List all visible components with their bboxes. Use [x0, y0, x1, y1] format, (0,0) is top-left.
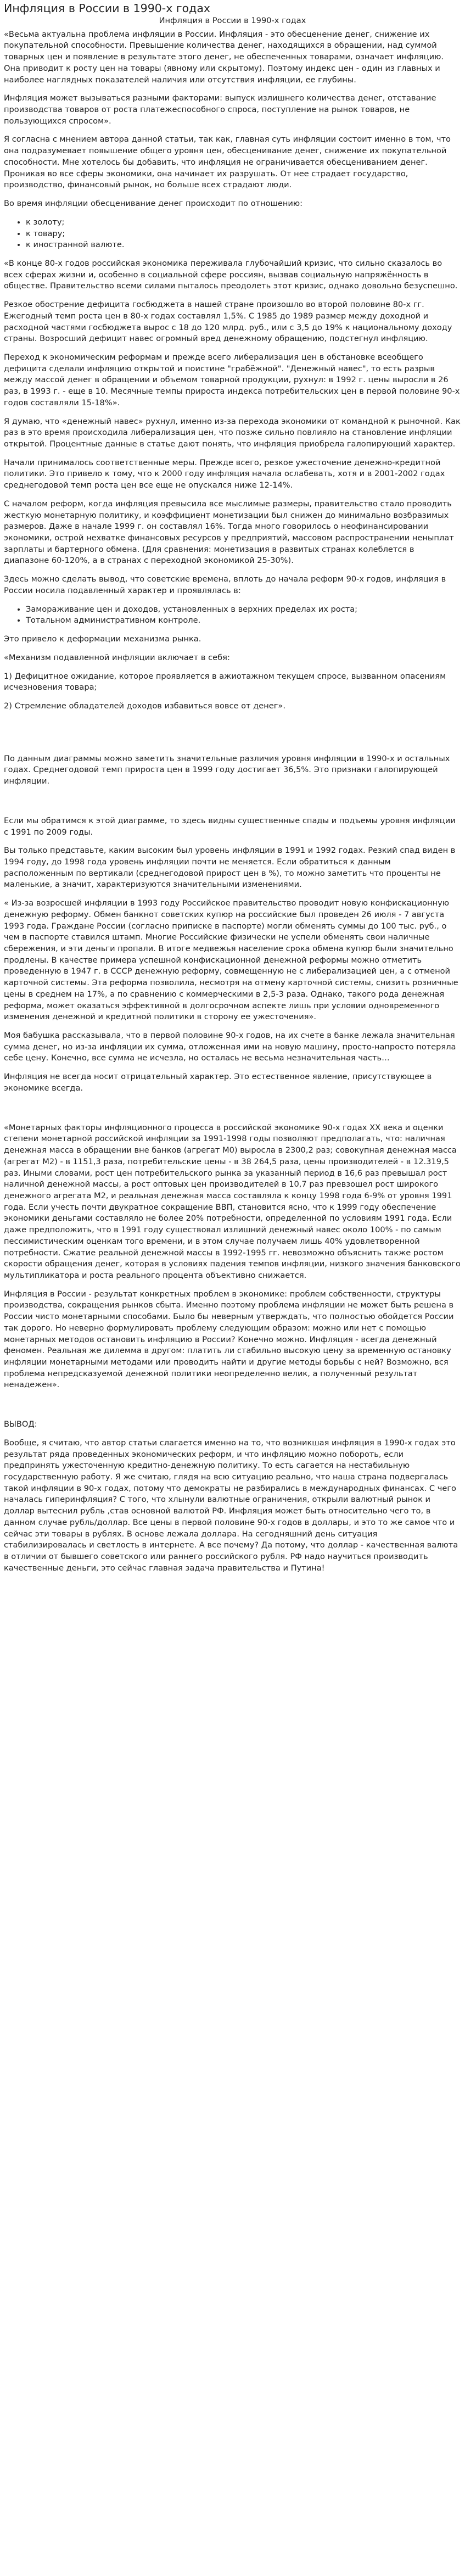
paragraph: «Весьма актуальна проблема инфляции в России. Инфляция - это обесценение денег, снижение их покупательной способности. Превышение количества денег, находящихся в обращении, над суммой товарных цен и появление в результате этого денег, не обеспеченных товарами, означает инфляцию. Она приводит к росту цен на товары (явному или скрытому). Поэтому индекс цен - один из главных и наиболее наглядных показателей наличия или отсутствия инфляции, ее глубины. [4, 29, 444, 85]
list-item: • Тотальном административном контроле. [26, 615, 461, 627]
list-item: • к товару; [26, 228, 461, 240]
bullet-list [4, 217, 461, 251]
paragraph: Вы только представьте, каким высоким был уровень инфляции в 1991 и 1992 годах. Резкий спад виден в 1994 году, до 1998 года уровень инфляции почти не меняется. Если обратиться к данным расположенным по вертикали (среднегодовой прирост цен в %), то можно заметить что проценты не маленькие, а значит, характеризуются значительными изменениями. [4, 846, 456, 890]
paragraph: Моя бабушка рассказывала, что в первой половине 90-х годов, на их счете в банке лежала значительная сумма денег, но из-за инфляции их сумма, отложенная ими на новую машину, просто-напросто потеряла себе цену. Конечно, все сумма не исчезла, но осталась не весьма незначительная часть… [4, 1031, 456, 1063]
paragraph: « Из-за возросшей инфляции в 1993 году Российское правительство проводит новую конфискационную денежную реформу. Обмен банкнот советских купюр на российские был проведен 26 июля - 7 августа 1993 года. Граждане России (согласно приписке в паспорте) могли обменять суммы до 100 тыс. руб., о чем в паспорте ставился штамп. Многие Российские физически не успели обменять свои наличные сбережения, и эти деньги пропали. В итоге медвежья население срока обмена купюр были значительно продлены. В качестве примера успешной конфискационной денежной реформы можно отметить проведенную в 1947 г. в СССР денежную реформу, совмещенную не с либерализацией цен, а с отменой карточной системы. Эта реформа позволила, несмотря на отмену карточной системы, снизить розничные цены в среднем на 17%, а по сравнению с коммерческими в 2,5-3 раза. Однако, такого рода денежная реформа, может оказаться эффективной в долгосрочном аспекте лишь при условии одновременного изменения денежной и кредитной политики в сторону ее ужесточения». [4, 898, 458, 1022]
missing-diagram-space [4, 719, 461, 753]
paragraph: 1) Дефицитное ожидание, которое проявляется в ажиотажном текущем спросе, вызванном опасениям исчезновения товара; [4, 671, 446, 692]
page-title: Инфляция в России в 1990-х годах [4, 2, 211, 15]
paragraph: Инфляция не всегда носит отрицательный характер. Это естественное явление, присутствующее в экономике всегда. [4, 1072, 432, 1093]
paragraph: С началом реформ, когда инфляция превысила все мыслимые размеры, правительство стало проводить жесткую монетарную политику, и коэффициент монетизации был снижен до минимально возбразимых размеров. Даже в начале 1999 г. он составлял 16%. Тогда много говорилось о неофинансировании экономики, острой нехватке финансовых ресурсов у предприятий, массовом распространении неныплат зарплаты и бартерного обмена. (Для сравнения: монетизация в развитых странах колеблется в диапазоне 60-120%, а в странах с переходной экономикой 25-30%). [4, 499, 454, 566]
paragraph: Инфляция в России - результат конкретных проблем в экономике: проблем собственности, структуры производства, сокращения рынков сбыта. Именно поэтому проблема инфляции не может быть решена в России чисто монетарными способами. Было бы неверным утверждать, что полностью обойдется России так дорого. Но неверно формулировать проблему следующим образом: можно или нет с помощью монетарных методов остановить инфляцию в России? Конечно можно. Инфляция - всегда денежный феномен. Реальная же дилемма в другом: платить ли стабильно высокую цену за временную остановку инфляции монетарными методами или проводить найти и другие методы борьбы с ней? Возможно, вся проблема непредсказуемой денежной политики неопределенно велик, а полученный результат ненадежен». [4, 1289, 454, 1390]
paragraph: Во время инфляции обесценивание денег происходит по отношению: [4, 199, 303, 209]
paragraph: «Механизм подавленной инфляции включает в себя: [4, 652, 230, 662]
conclusion-heading: ВЫВОД: [4, 1420, 37, 1429]
list-item: • Замораживание цен и доходов, установленных в верхних пределах их роста; [26, 604, 461, 616]
blank-space [4, 1398, 461, 1419]
paragraph: Я согласна с мнением автора данной статьи, так как, главная суть инфляции состоит именно в том, что она подразумевает повышение общего уровня цен, обесценивание денег, снижение их покупательной способности. Мне хотелось бы добавить, что инфляция не ограничивается обесцениванием денег. Проникая во все сферы экономики, она начинает их разрушать. От нее страдает государство, производство, финансовый рынок, но больше всех страдают люди. [4, 135, 451, 190]
paragraph: Я думаю, что «денежный навес» рухнул, именно из-за перехода экономики от командной к рыночной. Как раз в это время происходила либерализация цен, что позже сильно повлияло на становление инфляции открытой. Процентные данные в статье дают понять, что инфляция приобрела галопирующий характер. [4, 416, 461, 449]
paragraph: 2) Стремление обладателей доходов избавиться вовсе от денег». [4, 701, 285, 711]
paragraph: Это привело к деформации механизма рынка. [4, 634, 201, 644]
page-subtitle: Инфляция в России в 1990-х годах [159, 16, 306, 25]
paragraph: Здесь можно сделать вывод, что советские времена, вплоть до начала реформ 90-х годов, инфляция в России носила подавленный характер и проявлялась в: [4, 574, 446, 595]
paragraph: По данным диаграммы можно заметить значительные различия уровня инфляции в 1990-х и остальных годах. Среднегодовой темп прироста цен в 1999 году достигает 36,5%. Это признаки галопирующей инфляции. [4, 753, 450, 786]
bullet-list [4, 604, 461, 627]
paragraph: Начали принималось соответственные меры. Прежде всего, резкое ужесточение денежно-кредитной политики. Это привело к тому, что к 2000 году инфляция начала ослабевать, хотя и в 2001-2002 годах среднегодовой темп роста цен все еще не опускался ниже 12-14%. [4, 457, 445, 490]
paragraph: Если мы обратимся к этой диаграмме, то здесь видны существенные спады и подъемы уровня инфляции с 1991 по 2009 годы. [4, 815, 456, 837]
paragraph: «В конце 80-х годов российская экономика переживала глубочайший кризис, что сильно сказалось во всех сферах жизни и, особенно в социальной сфере россиян, вызвав социальную напряжённость в обществе. Правительство всеми силами пыталось преодолеть этот кризис, однако довольно безуспешно. [4, 258, 458, 291]
paragraph: «Монетарных факторы инфляционного процесса в российской экономике 90-х годах XX века и оценки степени монетарной российской инфляции за 1991-1998 годы позволяют предполагать, что: наличная денежная масса в обращении вне банков (агрегат М0) выросла в 2300,2 раз; совокупная денежная масса (агрегат М2) - в 1151,3 раза, потребительские цены - в 38 264,5 раза, цены производителей - в 12.319,5 раз. Иными словами, рост цен потребительского рынка за указанный период в 16,6 раз превышал рост наличной денежной массы, а рост оптовых цен производителей в 10,7 раз превзошел рост широкого денежного агрегата М2, и реальная денежная масса составляла к концу 1998 года 6-9% от уровня 1991 года. Если учесть почти двукратное сокращение ВВП, становится ясно, что к 1999 году обеспечение экономики деньгами составляло не более 20% потребности, определенной по условиям 1991 года. Если даже предположить, что в 1991 году существовал излишний денежный навес около 100% - по самым пессимистическим оценкам того времени, и в этом случае получаем лишь 40% удовлетворенной потребности. Сжатие реальной денежной массы в 1992-1995 гг. невозможно объяснить также ростом скорости обращения денег, которая в условиях падения темпов инфляции, низкого значения банковского мультипликатора и роста реального процента объективно снижается. [4, 1122, 461, 1280]
paragraph: Вообще, я считаю, что автор статьи слагается именно на то, что возникшая инфляция в 1990-х годах это результат ряда проведенных экономических реформ, и что инфляцию можно побороть, если предпринять ужесточенную кредитно-денежную политику. То есть сагается на нестабильную государственную работу. Я же считаю, глядя на всю ситуацию реально, что наша страна подвергалась такой инфляции в 90-х годах, потому что демократы не разбирались в международных финансах. С чего началась гиперинфляция? С того, что хлынули валютные ограничения, открыли валютный рынок и доллар вытеснил рубль ,став основной валютой РФ. Инфляция может быть относительно чего то, в данном случае рубль/доллар. Все цены в первой половине 90-х годов в доллары, и это то же самое что и сейчас эти товары в рублях. В основе лежала доллара. На сегодняшний день ситуация стабилизировалась и светлость в интернете. А все почему? Да потому, что доллар - качественная валюта в отличии от бывшего советского или раннего российского рубля. РФ надо научиться производить качественные деньги, это сейчас главная задача правительства и Путина! [4, 1438, 458, 1573]
list-item: • к иностранной валюте. [26, 239, 461, 251]
paragraph: Переход к экономическим реформам и прежде всего либерализация цен в обстановке всеобщего дефицита сделали инфляцию открытой и поистине "грабёжной". "Денежный навес", то есть разрыв между массой денег в обращении и объемом товарной продукции, рухнул: в 1992 г. цены выросли в 26 раз, в 1993 г. - еще в 10. Месячные темпы прироста индекса потребительских цен в первой половине 90-х годов составляли 15-18%». [4, 352, 460, 407]
blank-space [4, 1102, 461, 1122]
paragraph: Инфляция может вызываться разными факторами: выпуск излишнего количества денег, отставание производства товаров от роста платежеспособного спроса, поступление на рынок товаров, не пользующихся спросом». [4, 93, 436, 126]
missing-diagram-space [4, 795, 461, 815]
paragraph: Резкое обострение дефицита госбюджета в нашей стране произошло во второй половине 80-х гг. Ежегодный темп роста цен в 80-х годах составлял 1,5%. С 1985 до 1989 размер между доходной и расходной частями госбюджета вырос с 18 до 120 млрд. руб., или с 3,5 до 19% к национальному доходу страны. Возросший дефицит навес огромный вред денежному обращению, подстегнул инфляцию. [4, 300, 452, 344]
list-item: • к золоту; [26, 217, 461, 228]
